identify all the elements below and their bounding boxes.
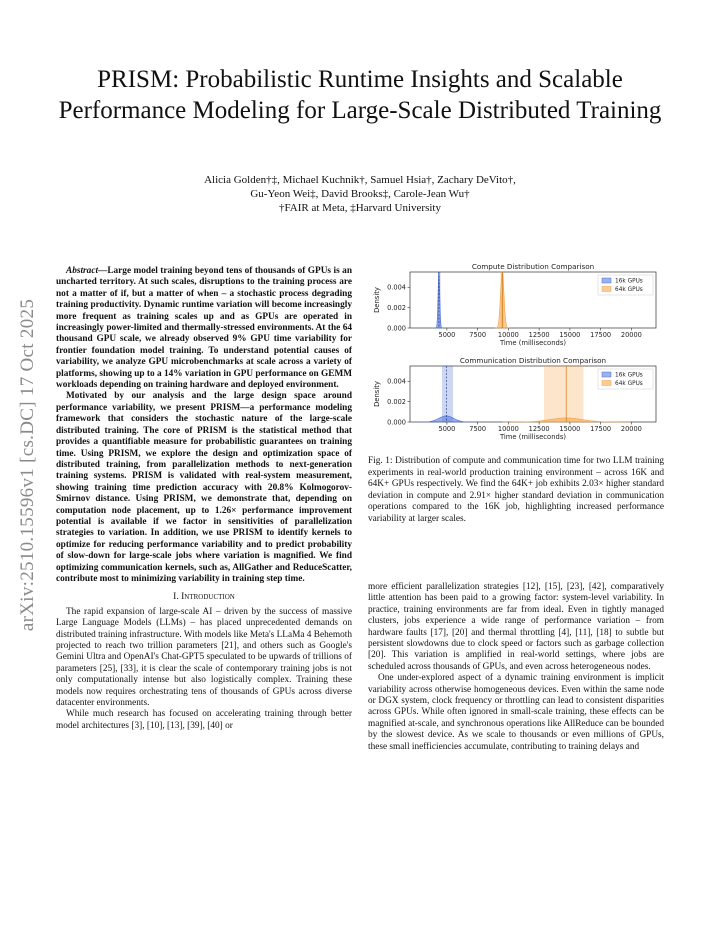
section-heading-introduction: I. Introduction: [173, 591, 235, 603]
y-tick-label: 0.004: [387, 283, 406, 292]
intro-paragraph-2: While much research has focused on accelerating training through better model architectures [3], [10], [13], [39], [40] or: [56, 709, 352, 731]
x-tick-label: 10000: [497, 425, 519, 433]
legend-label-0: 16k GPUs: [615, 372, 643, 379]
y-tick-label: 0.002: [387, 397, 406, 406]
x-tick-label: 15000: [559, 331, 581, 339]
affiliations: †FAIR at Meta, ‡Harvard University: [278, 202, 441, 214]
x-tick-label: 7500: [469, 425, 487, 433]
y-tick-label: 0.004: [387, 377, 406, 386]
authors-line-2: Gu-Yeon Wei‡, David Brooks‡, Carole-Jean Wu†: [250, 188, 470, 200]
chart-title: Communication Distribution Comparison: [459, 356, 607, 365]
x-tick-label: 20000: [620, 425, 642, 433]
x-tick-label: 12500: [528, 331, 550, 339]
legend-swatch-1: [602, 381, 611, 386]
series-band-1: [544, 366, 583, 422]
x-tick-label: 5000: [438, 331, 456, 339]
intro-paragraph-4: One under-explored aspect of a dynamic training environment is implicit variability across otherwise homogeneous devices. Even within the same node or DGX system, clock frequency or throttling can lead to consistent disparities across GPUs. While often ignored in small-scale training, these effects can be magnified at-scale, and synchronous operations like AllReduce can be bounded by the slowest device. As we scale to thousands or even millions of GPUs, these small inefficiencies accumulate, contributing to training delays and: [368, 673, 664, 752]
abstract-paragraph-1: [56, 266, 352, 391]
paper-title: PRISM: Probabilistic Runtime Insights and Scalable Performance Modeling for Large-Scale Distributed Training: [58, 66, 662, 124]
x-tick-label: 5000: [438, 425, 456, 433]
intro-paragraph-3: more efficient parallelization strategies [12], [15], [23], [42], comparatively little attention has been paid to a growing factor: system-level variability. In practice, training environments are far from ideal. Even in tightly managed clusters, jobs experience a wide range of performance variation – from hardware faults [17], [20] and thermal throttling [4], [11], [18] to subtle but persistent slowdowns due to clock speed or factors such as garbage collection [20]. This variation is amplified in real-world settings, where jobs are scheduled across thousands of GPUs, and even across heterogeneous nodes.: [368, 582, 664, 672]
x-tick-label: 12500: [528, 425, 550, 433]
x-tick-label: 10000: [497, 331, 519, 339]
x-axis-label: Time (milliseconds): [499, 339, 567, 347]
abstract-label: Abstract: [66, 266, 99, 276]
x-tick-label: 17500: [590, 425, 612, 433]
legend-swatch-1: [602, 287, 611, 292]
abstract-paragraph-2: Motivated by our analysis and the large design space around performance variability, we present PRISM—a performance modeling framework that considers the stochastic nature of the large-scale distributed training. The core of PRISM is the statistical method that provides a quantifiable measure for probabilistic guarantees on training time. Using PRISM, we explore the design and optimization space of distributed training, from parallelization methods to next-generation training systems. PRISM is validated with real-system measurement, showing training time prediction accuracy with 20.8% Kolmogorov-Smirnov distance. Using PRISM, we demonstrate that, depending on computation node placement, up to 1.26× performance improvement potential is available if we factor in sensitivities of parallelization strategies to variation. In addition, we use PRISM to identify kernels to optimize for reducing performance variability and to predict probability of slow-down for large-scale jobs where variation is magnified. We find optimizing communication kernels, such as, AllGather and ReduceScatter, contribute most to minimizing variability in training step time.: [56, 391, 352, 584]
figure-1-caption: Fig. 1: Distribution of compute and communication time for two LLM training experiments in real-world production training environment – across 16K and 64K+ GPUs respectively. We find the 64K+ job exhibits 2.03× higher standard deviation in compute and 2.91× higher standard deviation in communication operations compared to the 16K job, highlighting increased performance variability at larger scales.: [368, 456, 664, 524]
y-tick-label: 0.000: [387, 324, 406, 333]
y-tick-label: 0.002: [387, 303, 406, 312]
arxiv-identifier: arXiv:2510.15596v1 [cs.DC] 17 Oct 2025: [17, 298, 38, 632]
y-axis-label: Density: [373, 287, 381, 313]
x-tick-label: 20000: [620, 331, 642, 339]
x-tick-label: 7500: [469, 331, 487, 339]
left-column: [56, 266, 352, 732]
y-tick-label: 0.000: [387, 418, 406, 427]
chart-title: Compute Distribution Comparison: [471, 262, 595, 271]
intro-paragraph-1: The rapid expansion of large-scale AI – driven by the success of massive Large Language Models (LLMs) – has placed unprecedented demands on distributed training infrastructure. With models like Meta's LLaMa 4 Behemoth projected to reach two trillion parameters [21], and others such as Google's Gemini Ultra and OpenAI's Chat-GPT5 speculated to be upwards of trillions of parameters [25], [33], it is clear the scale of contemporary training jobs is not only computationally intense but also logistically complex. Training these models now requires orchestrating tens of thousands of GPUs across diverse datacenter environments.: [56, 606, 352, 709]
legend-label-1: 64k GPUs: [615, 381, 643, 387]
x-tick-label: 15000: [559, 425, 581, 433]
authors-line-1: Alicia Golden†‡, Michael Kuchnik†, Samuel Hsia†, Zachary DeVito†,: [204, 174, 516, 186]
author-block: [60, 173, 660, 215]
x-tick-label: 17500: [590, 331, 612, 339]
legend-label-1: 64k GPUs: [615, 287, 643, 293]
legend-label-0: 16k GPUs: [615, 278, 643, 285]
arxiv-sidebar: [14, 250, 42, 680]
figure-1-charts: [368, 262, 664, 448]
x-axis-label: Time (milliseconds): [499, 433, 567, 441]
legend-swatch-0: [602, 278, 611, 283]
legend-swatch-0: [602, 372, 611, 377]
y-axis-label: Density: [373, 381, 381, 407]
abstract-text-1: —Large model training beyond tens of thousands of GPUs is an uncharted territory. At such scales, disruptions to the training process are not a matter of if, but a matter of when – a stochastic process degrading training productivity. Dynamic runtime variation will become increasingly more frequent as training scales up and as GPUs are operated in increasingly power-limited and thermally-stressed environments. At the 64 thousand GPU scale, we already observed 9% GPU time variability for frontier foundation model training. To understand potential causes of variability, we analyze GPU microbenchmarks at scale across a variety of platforms, showing up to a 14% variation in GPU performance on GEMM workloads depending on training hardware and deployed environment.: [56, 266, 352, 391]
right-column-text: [368, 582, 664, 753]
series-band-0: [442, 366, 453, 422]
